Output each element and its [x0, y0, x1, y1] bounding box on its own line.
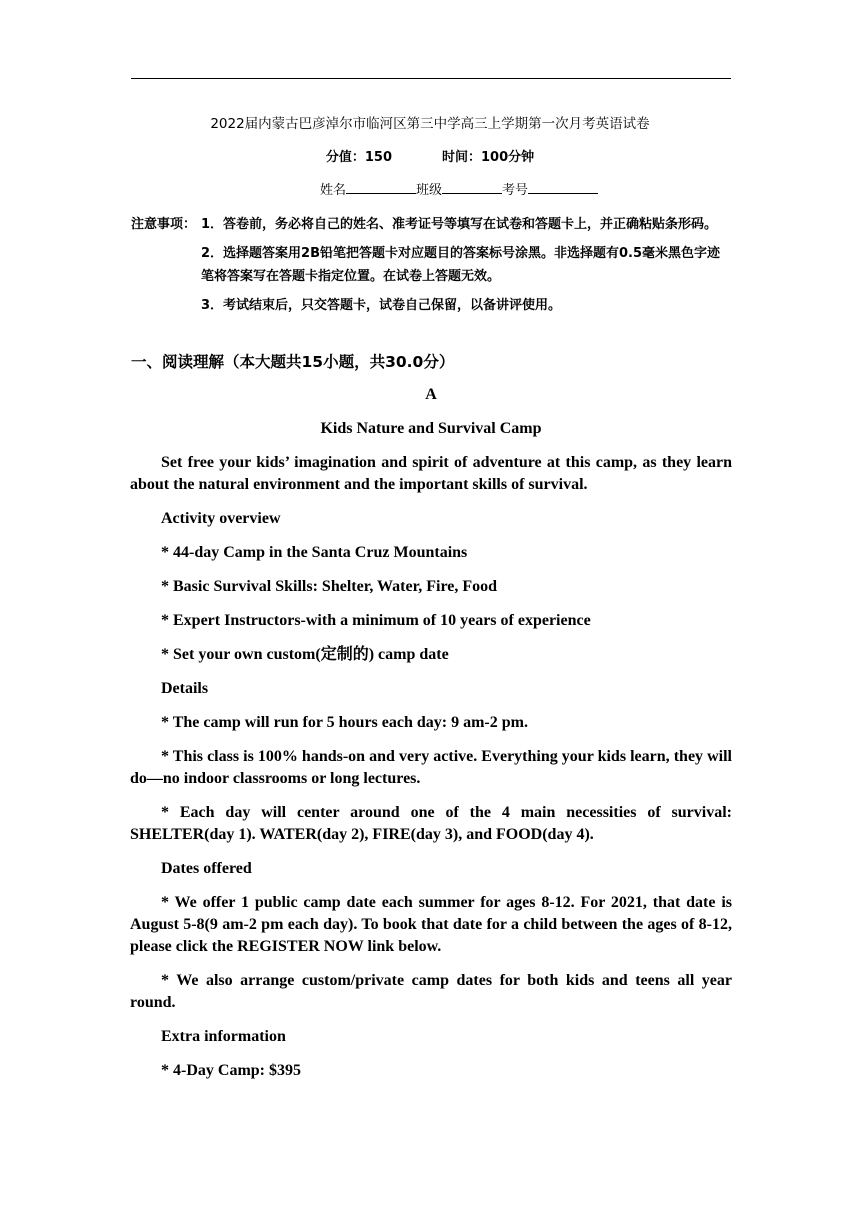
- list-item: * This class is 100% hands-on and very active. Everything your kids learn, they will do—no indoor classrooms or long lectures.: [130, 748, 732, 787]
- passage-title: Kids Nature and Survival Camp: [320, 420, 542, 437]
- list-item: * Expert Instructors-with a minimum of 10 years of experience: [161, 612, 591, 629]
- section-heading: 一、阅读理解（本大题共15小题，共30.0分）: [131, 353, 455, 371]
- instruction-item: 1．答卷前，务必将自己的姓名、准考证号等填写在试卷和答题卡上，并正确粘贴条形码。: [201, 217, 718, 232]
- passage-paragraph: Set free your kids’ imagination and spirit of adventure at this camp, as they learn about the natural environment and the important skills of survival.: [130, 454, 732, 493]
- instructions-label: 注意事项：: [131, 217, 197, 232]
- student-info-line: [320, 179, 598, 198]
- list-item: * Each day will center around one of the 4 main necessities of survival: SHELTER(day 1). WATER(day 2), FIRE(day 3), and FOOD(day 4).: [130, 804, 732, 843]
- exam-no-blank: [528, 181, 598, 194]
- passage-letter: A: [425, 386, 437, 403]
- list-item: * Basic Survival Skills: Shelter, Water, Fire, Food: [161, 578, 498, 595]
- list-item: * We offer 1 public camp date each summer for ages 8-12. For 2021, that date is August 5-8(9 am-2 pm each day). To book that date for a child between the ages of 8-12, please click the REGISTER NOW link below.: [130, 894, 732, 955]
- name-label: 姓名: [320, 183, 347, 198]
- score-label: 分值：150: [325, 150, 392, 165]
- subheading-extra-information: Extra information: [161, 1028, 286, 1045]
- reading-passage: [130, 384, 732, 1094]
- subheading-dates-offered: Dates offered: [161, 860, 252, 877]
- instruction-item: 2．选择题答案用2B铅笔把答题卡对应题目的答案标号涂黑。非选择题有0.5毫米黑色字迹笔将答案写在答题卡指定位置。在试卷上答题无效。: [201, 246, 721, 284]
- list-item: * 44-day Camp in the Santa Cruz Mountains: [161, 544, 468, 561]
- list-item: * We also arrange custom/private camp dates for both kids and teens all year round.: [130, 972, 732, 1011]
- list-item: * 4-Day Camp: $395: [161, 1062, 301, 1079]
- class-label: 班级: [416, 183, 443, 198]
- list-item: * Set your own custom(定制的) camp date: [161, 646, 449, 663]
- instruction-item: 3．考试结束后，只交答题卡，试卷自己保留，以备讲评使用。: [201, 298, 562, 313]
- score-time-line: [0, 146, 860, 165]
- time-label: 时间：100分钟: [442, 150, 535, 165]
- exam-no-label: 考号: [502, 183, 529, 198]
- instructions: [131, 213, 733, 317]
- name-blank: [346, 181, 416, 194]
- list-item: * The camp will run for 5 hours each day: 9 am-2 pm.: [161, 714, 528, 731]
- subheading-activity-overview: Activity overview: [161, 510, 281, 527]
- top-rule: [131, 78, 731, 79]
- subheading-details: Details: [161, 680, 209, 697]
- class-blank: [442, 181, 502, 194]
- exam-title: 2022届内蒙古巴彦淖尔市临河区第三中学高三上学期第一次月考英语试卷: [210, 116, 650, 132]
